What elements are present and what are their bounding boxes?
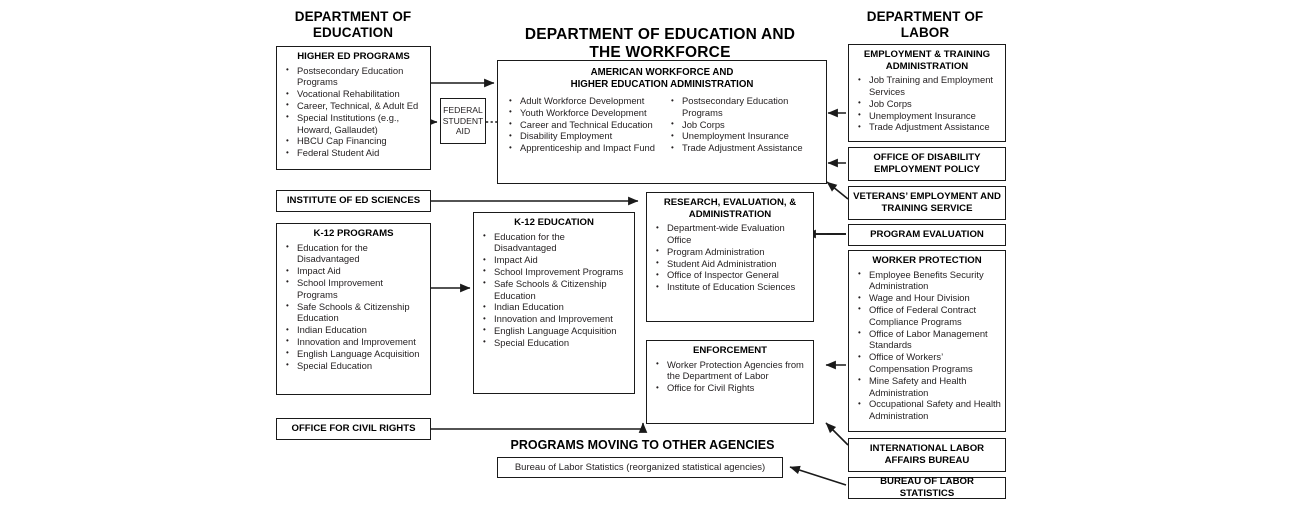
program-evaluation-box[interactable] [848, 224, 1006, 246]
list-item: • Indian Education [482, 301, 630, 313]
higher-ed-programs-heading: HIGHER ED PROGRAMS [297, 51, 410, 62]
list-item: • Occupational Safety and Health Administration [857, 398, 1001, 422]
worker-protection-list [849, 269, 1005, 422]
list-item: • Disability Employment [508, 130, 660, 142]
worker-protection-heading: WORKER PROTECTION [872, 255, 982, 266]
research-heading-line2: ADMINISTRATION [688, 208, 772, 220]
k12-programs-heading: K-12 PROGRAMS [313, 228, 394, 239]
k12-education-heading: K-12 EDUCATION [514, 217, 594, 228]
ilab-label [849, 439, 1005, 471]
list-item: • English Language Acquisition [482, 325, 630, 337]
awhea-heading-line1: AMERICAN WORKFORCE AND [590, 67, 734, 78]
ilab-line2: AFFAIRS BUREAU [884, 455, 970, 466]
list-item: • Office of Federal Contract Compliance Programs [857, 304, 1001, 328]
awhea-list [498, 95, 826, 154]
institute-of-ed-sciences-box[interactable] [276, 190, 431, 212]
employment-training-heading [849, 45, 1005, 73]
bureau-of-labor-statistics-box[interactable] [848, 477, 1006, 499]
bls-moving-box[interactable] [497, 457, 783, 478]
department-of-labor-title [832, 9, 1018, 40]
department-of-education-and-workforce-title [495, 26, 825, 62]
k12-programs-box[interactable] [276, 223, 431, 395]
list-item: • Innovation and Improvement [285, 336, 426, 348]
list-item: • Career and Technical Education [508, 119, 660, 131]
k12-education-box[interactable] [473, 212, 635, 394]
list-item: • Education for the Disadvantaged [482, 231, 630, 255]
list-item: • Worker Protection Agencies from the Department of Labor [655, 359, 809, 383]
list-item: • Postsecondary Education Programs [285, 65, 426, 89]
office-for-civil-rights-label: OFFICE FOR CIVIL RIGHTS [291, 423, 416, 435]
fsa-line3: AID [455, 126, 471, 137]
list-item: • English Language Acquisition [285, 348, 426, 360]
list-item: • Wage and Hour Division [857, 292, 1001, 304]
list-item: • Trade Adjustment Assistance [670, 142, 822, 154]
research-evaluation-administration-box[interactable] [646, 192, 814, 322]
list-item: • Job Corps [857, 98, 1001, 110]
list-item: • Job Corps [670, 119, 822, 131]
list-item: • Employee Benefits Security Administration [857, 269, 1001, 293]
vets-line1: VETERANS’ EMPLOYMENT AND [853, 191, 1001, 203]
international-labor-affairs-bureau-box[interactable] [848, 438, 1006, 472]
disability-policy-label [849, 148, 1005, 180]
eta-heading-line2: ADMINISTRATION [885, 60, 969, 72]
k12-education-list [474, 231, 634, 349]
list-item: • School Improvement Programs [482, 266, 630, 278]
dol-title-line2: LABOR [900, 24, 950, 40]
dept-ed-title-line2: EDUCATION [312, 24, 394, 40]
fsa-line1: FEDERAL [443, 105, 483, 116]
eta-heading-line1: EMPLOYMENT & TRAINING [863, 49, 991, 60]
office-for-civil-rights-box[interactable] [276, 418, 431, 440]
list-item: • Office of Inspector General [655, 269, 809, 281]
list-item: • Office of Labor Management Standards [857, 328, 1001, 352]
list-item: • Education for the Disadvantaged [285, 242, 426, 266]
higher-ed-programs-list [277, 65, 430, 159]
list-item: • Youth Workforce Development [508, 107, 660, 119]
list-item: • Special Institutions (e.g., Howard, Gallaudet) [285, 112, 426, 136]
awhea-heading [498, 61, 826, 94]
dept-ed-title-line1: DEPARTMENT OF [294, 9, 412, 24]
list-item: • Indian Education [285, 324, 426, 336]
worker-protection-box[interactable] [848, 250, 1006, 432]
odep-line1: OFFICE OF DISABILITY [873, 152, 981, 164]
list-item: • Student Aid Administration [655, 258, 809, 270]
federal-student-aid-box[interactable] [440, 98, 486, 144]
enforcement-list [647, 359, 813, 394]
list-item: • Mine Safety and Health Administration [857, 375, 1001, 399]
research-evaluation-heading [647, 193, 813, 221]
list-item: • HBCU Cap Financing [285, 135, 426, 147]
list-item: • Program Administration [655, 246, 809, 258]
employment-training-list [849, 74, 1005, 133]
dol-title-line1: DEPARTMENT OF [866, 9, 984, 24]
list-item: • Adult Workforce Development [508, 95, 660, 107]
list-item: • Unemployment Insurance [857, 110, 1001, 122]
bls-moving-label: Bureau of Labor Statistics (reorganized statistical agencies) [514, 462, 766, 473]
programs-moving-section-label: PROGRAMS MOVING TO OTHER AGENCIES [510, 438, 775, 452]
employment-training-administration-box[interactable] [848, 44, 1006, 142]
veterans-label [849, 187, 1005, 219]
fsa-line2: STUDENT [442, 115, 484, 126]
federal-student-aid-label [441, 99, 485, 143]
list-item: • Department-wide Evaluation Office [655, 222, 809, 246]
list-item: • Postsecondary Education Programs [670, 95, 822, 119]
list-item: • Vocational Rehabilitation [285, 88, 426, 100]
list-item: • Federal Student Aid [285, 147, 426, 159]
list-item: • Safe Schools & Citizenship Education [285, 301, 426, 325]
research-evaluation-list [647, 222, 813, 293]
ilab-line1: INTERNATIONAL LABOR [869, 443, 985, 455]
enforcement-box[interactable] [646, 340, 814, 424]
list-item: • Special Education [482, 337, 630, 349]
list-item: • Unemployment Insurance [670, 130, 822, 142]
list-item: • School Improvement Programs [285, 277, 426, 301]
list-item: • Special Education [285, 360, 426, 372]
program-evaluation-label: PROGRAM EVALUATION [870, 229, 984, 241]
list-item: • Trade Adjustment Assistance [857, 121, 1001, 133]
k12-programs-list [277, 242, 430, 372]
office-of-disability-employment-policy-box[interactable] [848, 147, 1006, 181]
higher-ed-programs-box[interactable] [276, 46, 431, 170]
list-item: • Innovation and Improvement [482, 313, 630, 325]
list-item: • Job Training and Employment Services [857, 74, 1001, 98]
department-of-education-title [258, 9, 448, 40]
list-item: • Impact Aid [482, 254, 630, 266]
enforcement-heading: ENFORCEMENT [692, 345, 768, 356]
american-workforce-higher-ed-admin-box[interactable] [497, 60, 827, 184]
awhea-heading-line2: HIGHER EDUCATION ADMINISTRATION [570, 79, 754, 90]
list-item: • Institute of Education Sciences [655, 281, 809, 293]
list-item: • Office for Civil Rights [655, 382, 809, 394]
list-item: • Career, Technical, & Adult Ed [285, 100, 426, 112]
research-heading-line1: RESEARCH, EVALUATION, & [663, 197, 797, 208]
list-item: • Office of Workers’ Compensation Programs [857, 351, 1001, 375]
dew-title-line1: DEPARTMENT OF EDUCATION AND [524, 26, 796, 43]
odep-line2: EMPLOYMENT POLICY [873, 164, 981, 175]
dew-title-line2: THE WORKFORCE [589, 44, 731, 61]
institute-of-ed-sciences-label: INSTITUTE OF ED SCIENCES [286, 195, 421, 207]
list-item: • Apprenticeship and Impact Fund [508, 142, 660, 154]
list-item: • Safe Schools & Citizenship Education [482, 278, 630, 302]
bls-label: BUREAU OF LABOR STATISTICS [880, 476, 974, 499]
veterans-employment-training-service-box[interactable] [848, 186, 1006, 220]
vets-line2: TRAINING SERVICE [881, 203, 973, 214]
list-item: • Impact Aid [285, 265, 426, 277]
